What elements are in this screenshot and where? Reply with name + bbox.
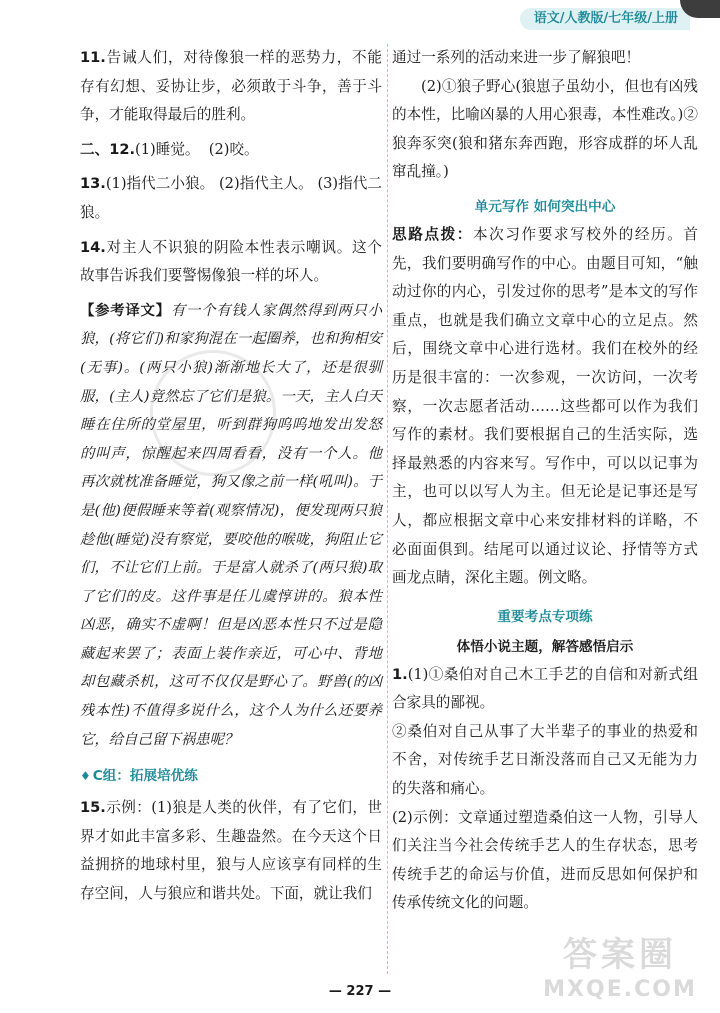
answer-13 <box>80 170 382 227</box>
answer-number: 15. <box>80 799 106 817</box>
answer-11 <box>80 44 382 130</box>
right-column <box>392 44 698 973</box>
theme-practice-title: 体悟小说主题，解答感悟启示 <box>456 638 634 655</box>
book-info-tab: 语文/人教版/七年级/上册 <box>520 8 690 30</box>
reference-translation <box>80 297 382 755</box>
answer-number: 13. <box>80 175 106 193</box>
answer-text: 示例：(1)狼是人类的伙伴，有了它们，世界才如此丰富多彩、生趣盎然。在今天这个日益拥挤的地球村里，狼与人应该享有同样的生存空间，人与狼应和谐共处。下面，就让我们 <box>80 799 382 903</box>
answer-r1-part3: (2)示例：文章通过塑造桑伯这一人物，引导人们关注当今社会传统手艺人的生存状态，思考传统手艺的命运与价值，进而反思如何保护和传承传统文化的问题。 <box>392 808 698 912</box>
answer-text: (1)指代二小狼。 (2)指代主人。 (3)指代二狼。 <box>80 175 382 221</box>
answer-r1 <box>392 661 698 718</box>
answer-text: (1)睡觉。 (2)咬。 <box>135 140 259 158</box>
guidance-label: 思路点拨： <box>392 225 473 243</box>
site-watermark <box>530 933 710 1013</box>
answer-r1-part2: ②桑伯对自己从事了大半辈子的事业的热爱和不舍，对传统手艺日渐没落而自己又无能为力的失落和痛心。 <box>392 722 698 798</box>
column-divider <box>387 44 388 974</box>
writing-guidance <box>392 221 698 593</box>
header-band <box>0 0 720 40</box>
left-column <box>80 44 382 973</box>
answer-text: 告诫人们，对待像狼一样的恶势力，不能存有幻想、妥协让步，必须敢于斗争，善于斗争，才能取得最后的胜利。 <box>80 49 382 124</box>
unit-writing-title: 单元写作 如何突出中心 <box>474 198 616 215</box>
diamond-icon: ♦ <box>80 769 91 784</box>
answer-15 <box>80 794 382 908</box>
answer-number: 二、12. <box>80 140 136 158</box>
answer-12 <box>80 136 382 165</box>
translation-text: 有一个有钱人家偶然得到两只小狼，(将它们)和家狗混在一起圈养，也和狗相安(无事)。(两只小狼)渐渐地长大了，还是很驯服，(主人)竟然忘了它们是狼。一天，主人白天睡在住所的堂屋里，听到群狗呜呜地发出发怒的叫声，惊醒起来四周看看，没有一个人。他再次就枕准备睡觉，狗又像之前一样(吼叫)。于是(他)便假睡来等着(观察情况)，便发现两只狼趁他(睡觉)没有察觉，要咬他的喉咙，狗阻止它们，不让它们上前。于是富人就杀了(两只狼)取了它们的皮。这件事是任儿虞惇讲的。狼本性凶恶，确实不虚啊！但是凶恶本性只不过是隐藏起来罢了；表面上装作亲近，可心中、背地却包藏杀机，这可不仅仅是野心了。野兽(的凶残本性)不值得多说什么，这个人为什么还要养它，给自己留下祸患呢？ <box>80 302 382 748</box>
page-number: — 227 — <box>328 984 392 999</box>
answer-number: 1. <box>392 665 408 683</box>
group-c-label: C组：拓展培优练 <box>92 768 198 785</box>
watermark-url: MXQE.COM <box>543 977 697 1002</box>
answer-15-part2: (2)①狼子野心(狼崽子虽幼小，但也有凶残的本性，比喻凶暴的人用心狠毒，本性难改。)②狼奔豕突(狼和猪东奔西跑，形容成群的坏人乱窜乱撞。) <box>392 77 698 181</box>
answer-number: 14. <box>80 238 106 256</box>
answer-text: (1)①桑伯对自己木工手艺的自信和对新式组合家具的鄙视。 <box>392 665 698 712</box>
answer-text: 对主人不识狼的阴险本性表示嘲讽。这个故事告诉我们要警惕像狼一样的坏人。 <box>80 238 382 285</box>
translation-label: 【参考译文】 <box>80 302 171 319</box>
answer-15-continued: 通过一系列的活动来进一步了解狼吧！ <box>392 49 641 66</box>
watermark-logo-text: 答案圈 <box>563 935 677 975</box>
key-points-title: 重要考点专项练 <box>497 608 593 625</box>
answer-number: 11. <box>80 49 106 66</box>
guidance-text: 本次习作要求写校外的经历。首先，我们要明确写作的中心。由题目可知，“触动过你的内心，引发过你的思考”是本文的写作重点，也就是我们确立文章中心的立足点。然后，围绕文章中心进行选材。我们在校外的经历是很丰富的：一次参观，一次访问，一次考察，一次志愿者活动……这些都可以作为我们写作的素材。我们要根据自己的生活实际，选择最熟悉的内容来写。写作中，可以以记事为主，也可以以写人为主。但无论是记事还是写人，都应根据文章中心来安排材料的详略，不必面面俱到。结尾可以通过议论、抒情等方式画龙点睛，深化主题。例文略。 <box>392 225 698 587</box>
answer-14 <box>80 234 382 291</box>
group-c-heading <box>80 764 382 788</box>
